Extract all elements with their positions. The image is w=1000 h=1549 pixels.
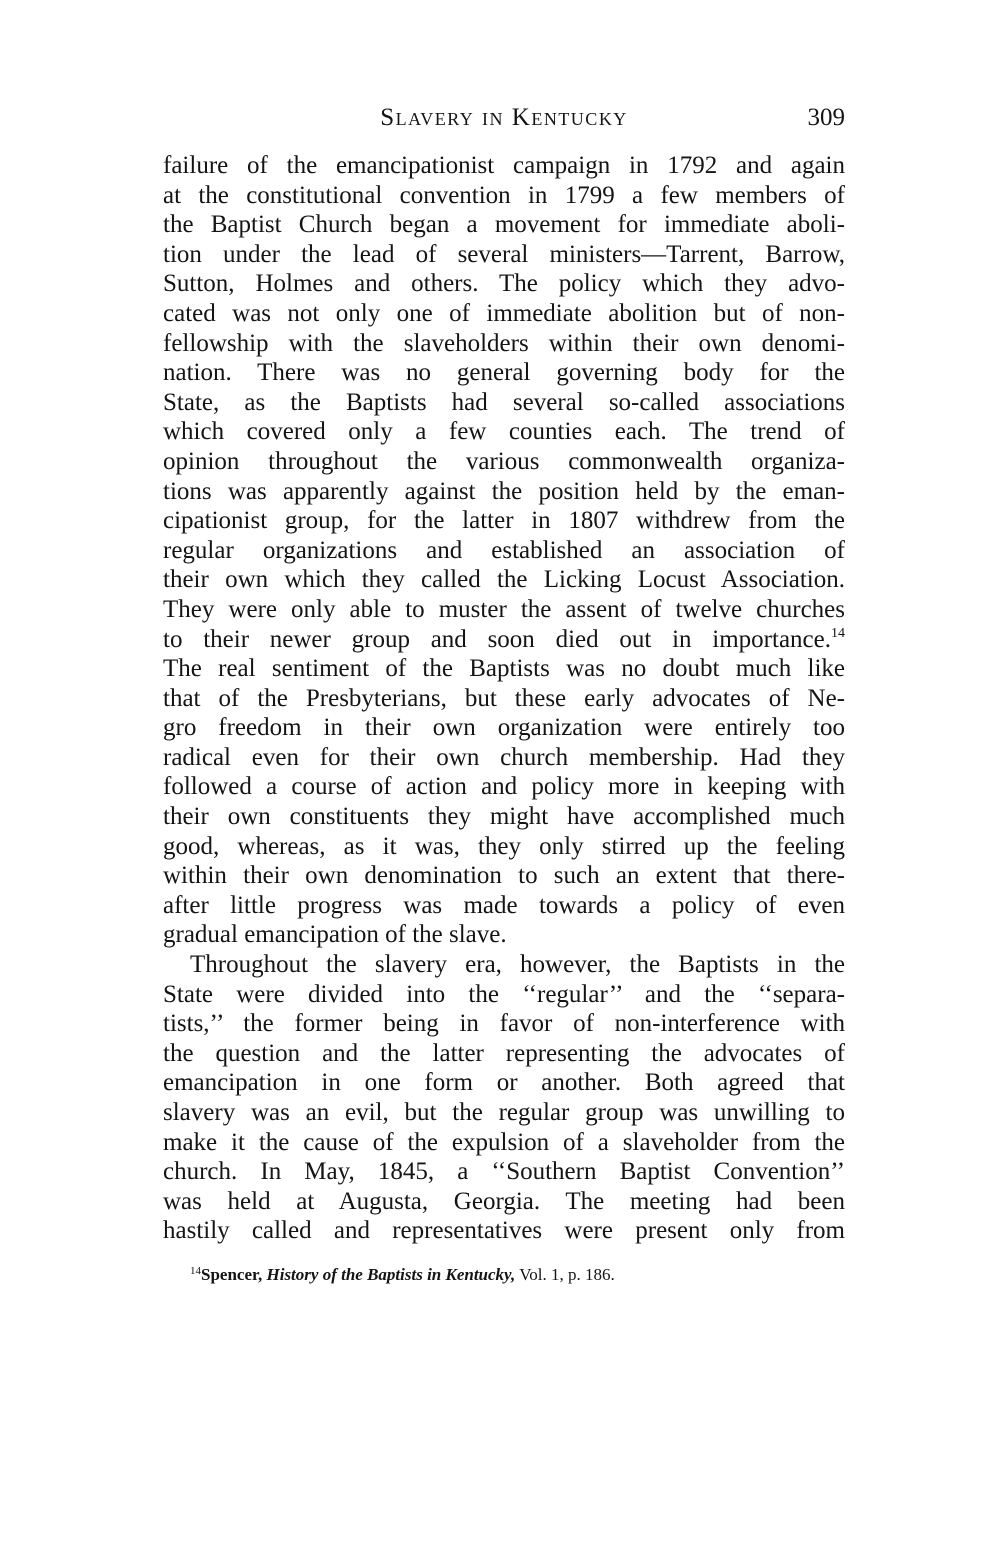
text-line: opinion throughout the various commonwealth organiza- — [163, 447, 845, 475]
text-line: cated was not only one of immediate abolition but of non- — [163, 299, 845, 327]
text-line: State were divided into the ‘‘regular’’ and the ‘‘separa- — [163, 980, 845, 1008]
text-line: Sutton, Holmes and others. The policy which they advo- — [163, 270, 845, 298]
footnote-number: 14 — [190, 1265, 201, 1277]
text-line: slavery was an evil, but the regular group was unwilling to — [163, 1099, 845, 1126]
footnote-author: Spencer, — [201, 1265, 263, 1284]
footnote-citation: Vol. 1, p. 186. — [519, 1265, 615, 1284]
text-line: tists,’’ the former being in favor of non-interference with — [163, 1010, 845, 1038]
text-line: hastily called and representatives were present only from — [163, 1217, 845, 1245]
footnote — [190, 1264, 845, 1286]
text-line: which covered only a few counties each. The trend of — [163, 418, 845, 446]
text-line-content: to their newer group and soon died out in importance. — [163, 625, 831, 653]
text-line: radical even for their own church membership. Had they — [163, 743, 845, 771]
footnote-title: History of the Baptists in Kentucky, — [266, 1265, 516, 1284]
page-number: 309 — [807, 104, 845, 131]
text-line: gro freedom in their own organization were entirely too — [163, 714, 845, 742]
running-title: Slavery in Kentucky — [380, 104, 628, 131]
text-line: tions was apparently against the position held by the eman- — [163, 477, 845, 505]
text-line: emancipation in one form or another. Both agreed that — [163, 1069, 845, 1097]
text-line: their own which they called the Licking Locust Association. — [163, 566, 845, 594]
text-line: gradual emancipation of the slave. — [163, 921, 507, 949]
text-line-with-footnote — [163, 625, 845, 655]
text-line: fellowship with the slaveholders within their own denomi- — [163, 329, 845, 357]
text-line: after little progress was made towards a policy of even — [163, 891, 845, 919]
text-line: regular organizations and established an association of — [163, 536, 845, 564]
body-text — [163, 151, 845, 1246]
text-line: good, whereas, as it was, they only stirred up the feeling — [163, 832, 845, 860]
text-line: within their own denomination to such an extent that there- — [163, 862, 845, 890]
text-line: the Baptist Church began a movement for immediate aboli- — [163, 211, 845, 239]
text-line: at the constitutional convention in 1799 a few members of — [163, 181, 845, 209]
text-line: that of the Presbyterians, but these early advocates of Ne- — [163, 684, 845, 712]
text-line: followed a course of action and policy more in keeping with — [163, 773, 845, 801]
text-line: The real sentiment of the Baptists was no doubt much like — [163, 655, 845, 683]
text-line: failure of the emancipationist campaign in 1792 and again — [163, 152, 845, 179]
text-line: Throughout the slavery era, however, the Baptists in the — [190, 951, 845, 979]
running-head — [163, 104, 845, 138]
text-line: make it the cause of the expulsion of a slaveholder from the — [163, 1128, 845, 1156]
text-line: They were only able to muster the assent of twelve churches — [163, 595, 845, 623]
text-line: was held at Augusta, Georgia. The meeting had been — [163, 1187, 845, 1215]
text-line: church. In May, 1845, a ‘‘Southern Baptist Convention’’ — [163, 1158, 845, 1186]
text-line: tion under the lead of several ministers—Tarrent, Barrow, — [163, 240, 845, 268]
footnote-reference: 14 — [831, 625, 845, 641]
text-line: State, as the Baptists had several so-called associations — [163, 388, 845, 416]
text-line: cipationist group, for the latter in 1807 withdrew from the — [163, 507, 845, 535]
text-line: nation. There was no general governing body for the — [163, 359, 845, 387]
text-line: the question and the latter representing the advocates of — [163, 1039, 845, 1067]
text-line: their own constituents they might have accomplished much — [163, 803, 845, 831]
